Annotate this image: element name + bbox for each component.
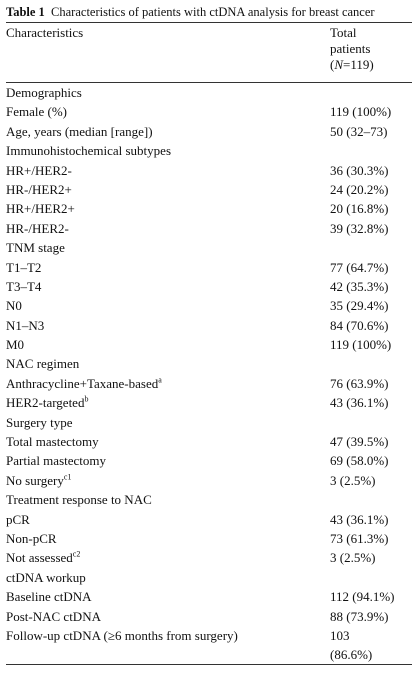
table-row — [6, 122, 412, 141]
row-value: 35 (29.4%) — [330, 298, 389, 314]
row-label: pCR — [6, 511, 30, 527]
row-value: 43 (36.1%) — [330, 511, 389, 527]
header-characteristics: Characteristics — [6, 25, 84, 40]
row-label: HR-/HER2- — [6, 220, 69, 236]
table-header — [6, 23, 412, 82]
row-value: 119 (100%) — [330, 337, 392, 353]
table-row — [6, 413, 412, 432]
table-row — [6, 587, 412, 606]
table-row — [6, 354, 412, 373]
row-value: 119 (100%) — [330, 104, 392, 120]
table-row — [6, 199, 412, 218]
row-value: 77 (64.7%) — [330, 259, 389, 275]
header-total-line1: Total — [330, 25, 357, 40]
header-total-line2: patients — [330, 41, 371, 56]
row-label: HER2-targeted$^b$ — [6, 394, 89, 411]
row-label: Total mastectomy — [6, 434, 99, 450]
table-row — [6, 141, 412, 160]
table-row — [6, 83, 412, 102]
row-value: 76 (63.9%) — [330, 375, 389, 391]
table-row — [6, 432, 412, 451]
footnote-marker: b — [84, 394, 89, 404]
row-label: Post-NAC ctDNA — [6, 608, 101, 624]
row-label: Baseline ctDNA — [6, 589, 92, 605]
table-label: Table 1 — [6, 5, 45, 19]
row-label: N1–N3 — [6, 317, 45, 333]
row-label: N0 — [6, 298, 22, 314]
row-label: T3–T4 — [6, 278, 42, 294]
row-value: 3 (2.5%) — [330, 472, 376, 488]
footnote-marker: c1 — [63, 472, 72, 482]
row-value: 24 (20.2%) — [330, 181, 389, 197]
footnote-marker: a — [158, 375, 162, 385]
row-label: Non-pCR — [6, 530, 57, 546]
table-row — [6, 219, 412, 238]
row-label: Treatment response to NAC — [6, 492, 152, 508]
row-value: 36 (30.3%) — [330, 162, 389, 178]
row-value: 73 (61.3%) — [330, 530, 389, 546]
header-total-patients — [330, 25, 410, 73]
row-label: Female (%) — [6, 104, 68, 120]
table-row — [6, 393, 412, 412]
row-label: NAC regimen — [6, 356, 80, 372]
table-row — [6, 161, 412, 180]
row-value: 3 (2.5%) — [330, 550, 376, 566]
table-row — [6, 258, 412, 277]
row-value: 112 (94.1%) — [330, 589, 395, 605]
row-label: T1–T2 — [6, 259, 42, 275]
row-label: M0 — [6, 337, 25, 353]
table-row — [6, 102, 412, 121]
table-title: Characteristics of patients with ctDNA analysis for breast cancer — [51, 5, 375, 19]
table-body — [6, 83, 412, 664]
row-value: 39 (32.8%) — [330, 220, 389, 236]
footnote-marker: c2 — [72, 550, 81, 560]
row-label: Not assessed$^{c2}$ — [6, 550, 81, 566]
header-n-symbol: N — [334, 57, 344, 72]
row-label: Partial mastectomy — [6, 453, 107, 469]
table-row — [6, 316, 412, 335]
table-row — [6, 277, 412, 296]
row-label: HR+/HER2+ — [6, 201, 75, 217]
row-value: 42 (35.3%) — [330, 278, 389, 294]
table-row — [6, 490, 412, 509]
row-label: HR-/HER2+ — [6, 181, 72, 197]
row-label: Follow-up ctDNA (≥6 months from surgery) — [6, 627, 238, 643]
table-row — [6, 374, 412, 393]
row-value: 84 (70.6%) — [330, 317, 389, 333]
row-label: ctDNA workup — [6, 569, 86, 585]
row-value: 43 (36.1%) — [330, 395, 389, 411]
row-label: Surgery type — [6, 414, 73, 430]
row-value: 20 (16.8%) — [330, 201, 389, 217]
table-row — [6, 529, 412, 548]
row-value: 50 (32–73) — [330, 123, 388, 139]
table-row — [6, 626, 412, 664]
row-value: 88 (73.9%) — [330, 608, 389, 624]
row-value: 47 (39.5%) — [330, 434, 389, 450]
table-row — [6, 238, 412, 257]
table-row — [6, 335, 412, 354]
row-value: 103 (86.6%) — [330, 627, 373, 662]
row-label: TNM stage — [6, 240, 65, 256]
row-label: Immunohistochemical subtypes — [6, 143, 172, 159]
table-row — [6, 180, 412, 199]
table-caption — [6, 0, 406, 20]
table-row — [6, 451, 412, 470]
row-value: 69 (58.0%) — [330, 453, 389, 469]
table-row — [6, 471, 412, 490]
table-row — [6, 548, 412, 567]
row-label: No surgery$^{c1}$ — [6, 472, 72, 488]
row-label: Demographics — [6, 85, 82, 100]
table-row — [6, 296, 412, 315]
table-row — [6, 607, 412, 626]
bottom-rule — [6, 664, 412, 665]
row-label: HR+/HER2- — [6, 162, 72, 178]
row-label: Age, years (median [range]) — [6, 123, 153, 139]
header-total-line3: (N=119) — [330, 57, 374, 72]
row-label: Anthracycline+Taxane-based$^a$ — [6, 375, 162, 391]
table-row — [6, 510, 412, 529]
table-row — [6, 568, 412, 587]
